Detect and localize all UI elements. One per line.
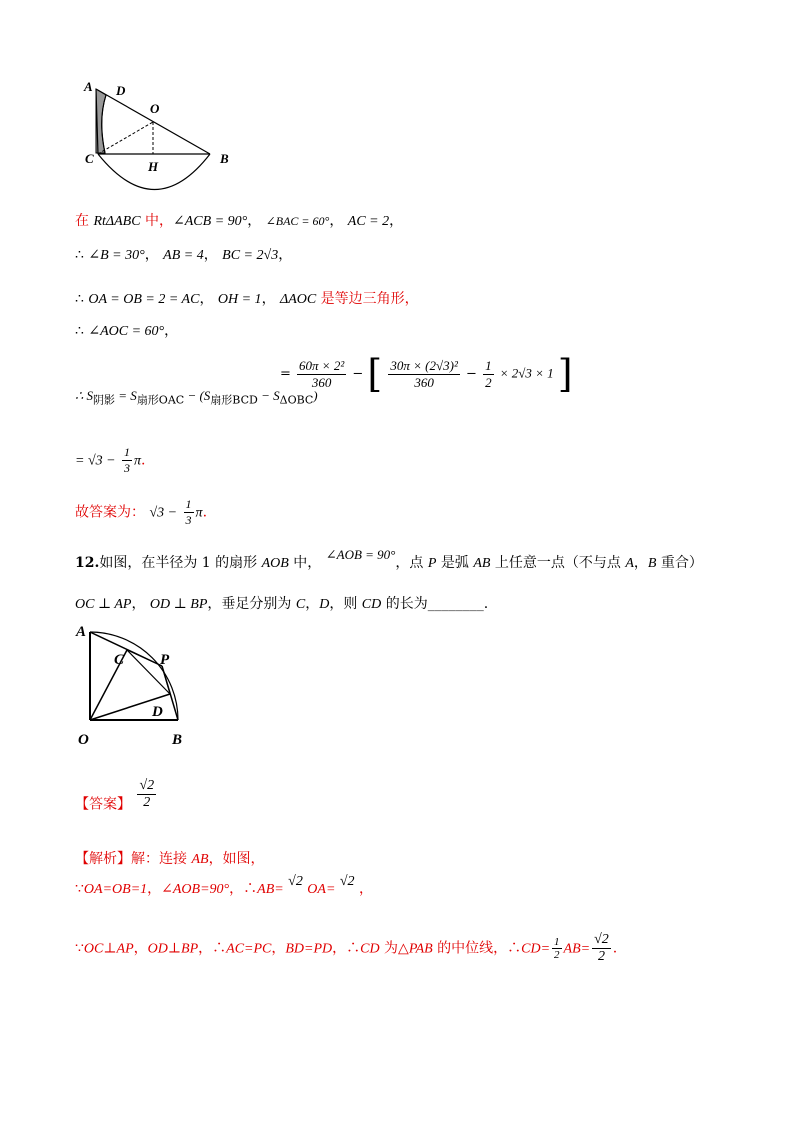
label-B: B xyxy=(220,151,229,166)
q12-line1: 12.如图，在半径为 1 的扇形 AOB 中， ∠AOB = 90°，点 P 是弧 AB 上任意一点（不与点 A，B 重合） xyxy=(75,547,703,571)
frac-sector-oac: $\frac{\text{60π × 2²}}{360}$ xyxy=(299,357,345,390)
label-C: C xyxy=(85,151,94,166)
frac-one-third-answer: $\frac{1}{3}$ xyxy=(185,497,192,527)
sol11-line6: = √3 − $\frac{1}{3}$ π. xyxy=(75,445,146,475)
label-P2: P xyxy=(160,652,170,668)
analysis-line2: ∵OA=OB=1，∠AOB=90°，∴AB= √2 OA= √2 ， xyxy=(75,874,373,897)
label-H: H xyxy=(148,159,159,174)
answer-fraction: $\frac{√2}{2}$ xyxy=(139,778,155,810)
frac-half: $\frac{1}{2}$ xyxy=(485,357,492,390)
frac-half-analysis: $\frac{1}{2}$ xyxy=(554,936,560,961)
frac-one-third: $\frac{1}{3}$ xyxy=(124,445,131,475)
q12-line2: OC ⊥ AP， OD ⊥ BP，垂足分别为 C，D，则 CD 的长为________. xyxy=(75,596,489,612)
segment-CO xyxy=(98,122,153,154)
bracket-close: ] xyxy=(557,352,573,396)
figure-sector xyxy=(72,622,202,752)
bracket-open: [ xyxy=(367,352,383,396)
answer-line: 【答案】 $\frac{√2}{2}$ xyxy=(75,778,155,813)
label-A2: A xyxy=(76,624,87,640)
label-C2: C xyxy=(114,652,125,668)
analysis-line1: 【解析】解：连接 AB，如图， xyxy=(75,851,265,867)
frac-answer-analysis: $\frac{√2}{2}$ xyxy=(594,932,609,964)
label-O2: O xyxy=(78,732,89,748)
sol11-line4: ∴ ∠AOC = 60°， xyxy=(75,323,179,339)
sol11-line3: ∴ OA = OB = 2 = AC， OH = 1， ΔAOC 是等边三角形， xyxy=(75,291,419,307)
sol11-line2: ∴ ∠B = 30°， AB = 4， BC = 2√3， xyxy=(75,247,293,263)
label-A: A xyxy=(84,79,93,94)
answer-blank[interactable]: ________ xyxy=(427,596,484,612)
figure-semicircle xyxy=(80,75,240,205)
sol11-line5-rhs: = $\frac{\text{60π × 2²}}{360}$ − [ $\frac{\text{30π × (2√3)²}}{360}$ − $\frac{1}{2}$ × 2√3 × 1 ] xyxy=(280,352,573,396)
sol11-line1: 在 RtΔABC 中，∠ACB = 90°， ∠BAC = 60°， AC = 2， xyxy=(75,213,404,229)
frac-sector-bcd: $\frac{\text{30π × (2√3)²}}{360}$ xyxy=(390,357,458,390)
sol11-answer: 故答案为： √3 − $\frac{1}{3}$ π. xyxy=(75,497,208,527)
label-B2: B xyxy=(172,732,183,748)
sol11-line5-lhs: ∴ $S_{阴影} = S_{扇形OAC} - (S_{扇形BCD} - S_{\Delta OBC})$ xyxy=(75,388,318,407)
segment-CP xyxy=(127,650,162,666)
label-D2: D xyxy=(152,704,163,720)
label-D: D xyxy=(116,83,126,98)
analysis-line3: ∵OC⊥AP，OD⊥BP，∴AC=PC，BD=PD，∴CD 为△PAB 的中位线，∴CD= $\frac{1}{2}$ AB= $\frac{√2}{2}$ . xyxy=(75,932,618,964)
label-O: O xyxy=(150,101,160,116)
